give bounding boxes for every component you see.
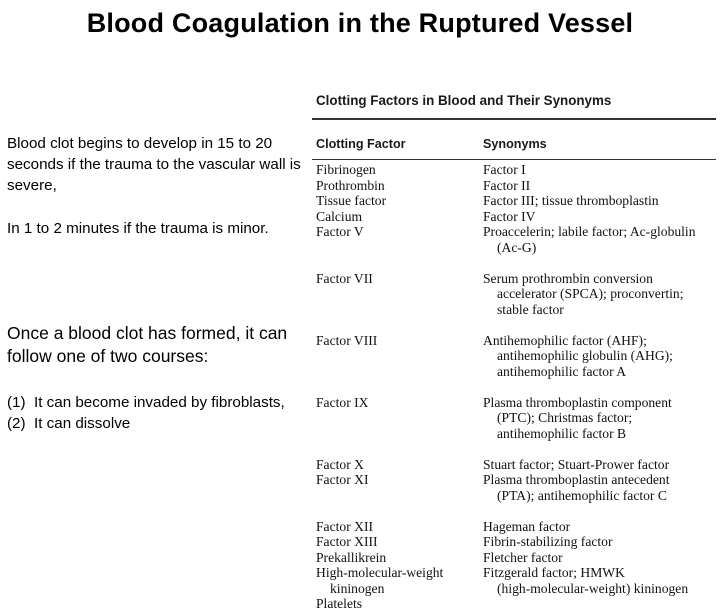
table-row <box>316 193 718 209</box>
synonym-line: (PTC); Christmas factor; <box>497 410 633 425</box>
row-spacer <box>316 441 718 457</box>
synonym-line: Antihemophilic factor (AHF); <box>483 332 647 348</box>
factor-line: Platelets <box>316 596 363 611</box>
table-top-rule <box>312 118 716 120</box>
synonym-cell <box>483 519 717 535</box>
factor-cell <box>316 534 483 550</box>
factor-line: kininogen <box>330 580 385 596</box>
synonym-cell <box>483 333 717 380</box>
synonym-cell <box>483 162 717 178</box>
synonym-line: Factor II <box>483 177 531 193</box>
synonym-line: antihemophilic globulin (AHG); <box>497 348 673 363</box>
factor-cell <box>316 224 483 255</box>
table-row <box>316 224 718 255</box>
factor-cell <box>316 565 483 596</box>
factor-line: Tissue factor <box>316 193 387 208</box>
clot-courses-list <box>7 392 307 434</box>
factor-cell <box>316 178 483 194</box>
list-item-number: (1) <box>7 394 26 411</box>
factor-line: Factor VII <box>316 270 373 286</box>
table-header-rule <box>312 159 716 160</box>
table-row <box>316 596 718 612</box>
factor-line: Prekallikrein <box>316 549 387 565</box>
factor-cell <box>316 162 483 178</box>
factor-line: Factor IX <box>316 394 369 410</box>
synonym-cell <box>483 178 717 194</box>
table-row <box>316 395 718 442</box>
factor-line: Factor VIII <box>316 332 378 348</box>
synonym-cell <box>483 271 717 318</box>
factor-cell <box>316 519 483 535</box>
list-item-text: It can become invaded by fibroblasts, <box>34 394 285 411</box>
factor-cell <box>316 457 483 473</box>
factor-line: Factor XI <box>316 472 369 487</box>
synonym-line: antihemophilic factor A <box>497 363 627 379</box>
factor-line: Calcium <box>316 208 363 224</box>
synonym-line: Fitzgerald factor; HMWK <box>483 565 625 580</box>
synonym-line: Plasma thromboplastin antecedent <box>483 472 670 487</box>
table-row <box>316 534 718 550</box>
list-item <box>7 392 307 413</box>
table-row <box>316 519 718 535</box>
factor-line: Prothrombin <box>316 177 385 193</box>
factor-cell <box>316 472 483 503</box>
list-item-text: It can dissolve <box>34 415 131 432</box>
synonym-line: Plasma thromboplastin component <box>483 394 672 410</box>
table-title: Clotting Factors in Blood and Their Synonyms <box>316 93 612 108</box>
factor-line: Factor V <box>316 224 364 239</box>
factor-line: High-molecular-weight <box>316 565 444 580</box>
factor-cell <box>316 395 483 442</box>
table-row <box>316 565 718 596</box>
column-header-synonyms: Synonyms <box>483 137 547 151</box>
synonym-line: stable factor <box>497 301 564 317</box>
table-row <box>316 550 718 566</box>
synonym-line: accelerator (SPCA); proconvertin; <box>497 286 684 301</box>
column-header-factor: Clotting Factor <box>316 137 406 151</box>
synonym-line: Fibrin-stabilizing factor <box>483 534 613 549</box>
table-row <box>316 209 718 225</box>
table-row <box>316 178 718 194</box>
synonym-cell <box>483 224 717 255</box>
synonym-line: Factor IV <box>483 208 536 224</box>
factor-line: Fibrinogen <box>316 162 376 177</box>
row-spacer <box>316 255 718 271</box>
factor-cell <box>316 209 483 225</box>
row-spacer <box>316 379 718 395</box>
synonym-line: Factor III; tissue thromboplastin <box>483 193 659 208</box>
synonym-line: antihemophilic factor B <box>497 425 627 441</box>
synonym-cell <box>483 596 717 612</box>
synonym-line: Proaccelerin; labile factor; Ac-globulin <box>483 224 696 239</box>
table-row <box>316 457 718 473</box>
row-spacer <box>316 503 718 519</box>
factor-cell <box>316 596 483 612</box>
list-item <box>7 413 307 434</box>
factor-cell <box>316 333 483 380</box>
clot-onset-severe-text: Blood clot begins to develop in 15 to 20 seconds if the trauma to the vascular wall is severe, <box>7 135 301 194</box>
table-row <box>316 271 718 318</box>
slide-title: Blood Coagulation in the Ruptured Vessel <box>86 8 634 38</box>
list-item-number: (2) <box>7 415 26 432</box>
factor-line: Factor XIII <box>316 534 378 549</box>
table-row <box>316 333 718 380</box>
factor-cell <box>316 193 483 209</box>
synonym-cell <box>483 457 717 473</box>
synonym-cell <box>483 395 717 442</box>
synonym-line: Hageman factor <box>483 518 571 534</box>
synonym-line: Serum prothrombin conversion <box>483 270 653 286</box>
table-row <box>316 472 718 503</box>
factor-line: Factor XII <box>316 518 373 534</box>
synonym-cell <box>483 193 717 209</box>
synonym-line: (Ac-G) <box>497 239 537 255</box>
clot-courses-intro: Once a blood clot has formed, it can follow one of two courses: <box>7 323 288 366</box>
synonym-line: Stuart factor; Stuart-Prower factor <box>483 456 670 472</box>
clot-onset-minor-text: In 1 to 2 minutes if the trauma is minor. <box>7 220 269 237</box>
synonym-line: (high-molecular-weight) kininogen <box>497 580 689 596</box>
factor-line: Factor X <box>316 456 364 472</box>
clotting-factor-table <box>316 162 718 612</box>
factor-cell <box>316 550 483 566</box>
row-spacer <box>316 317 718 333</box>
synonym-cell <box>483 550 717 566</box>
synonym-cell <box>483 534 717 550</box>
synonym-line: (PTA); antihemophilic factor C <box>497 487 667 503</box>
factor-cell <box>316 271 483 318</box>
synonym-line: Fletcher factor <box>483 549 563 565</box>
synonym-cell <box>483 209 717 225</box>
synonym-cell <box>483 472 717 503</box>
synonym-line: Factor I <box>483 162 526 177</box>
table-row <box>316 162 718 178</box>
synonym-cell <box>483 565 717 596</box>
